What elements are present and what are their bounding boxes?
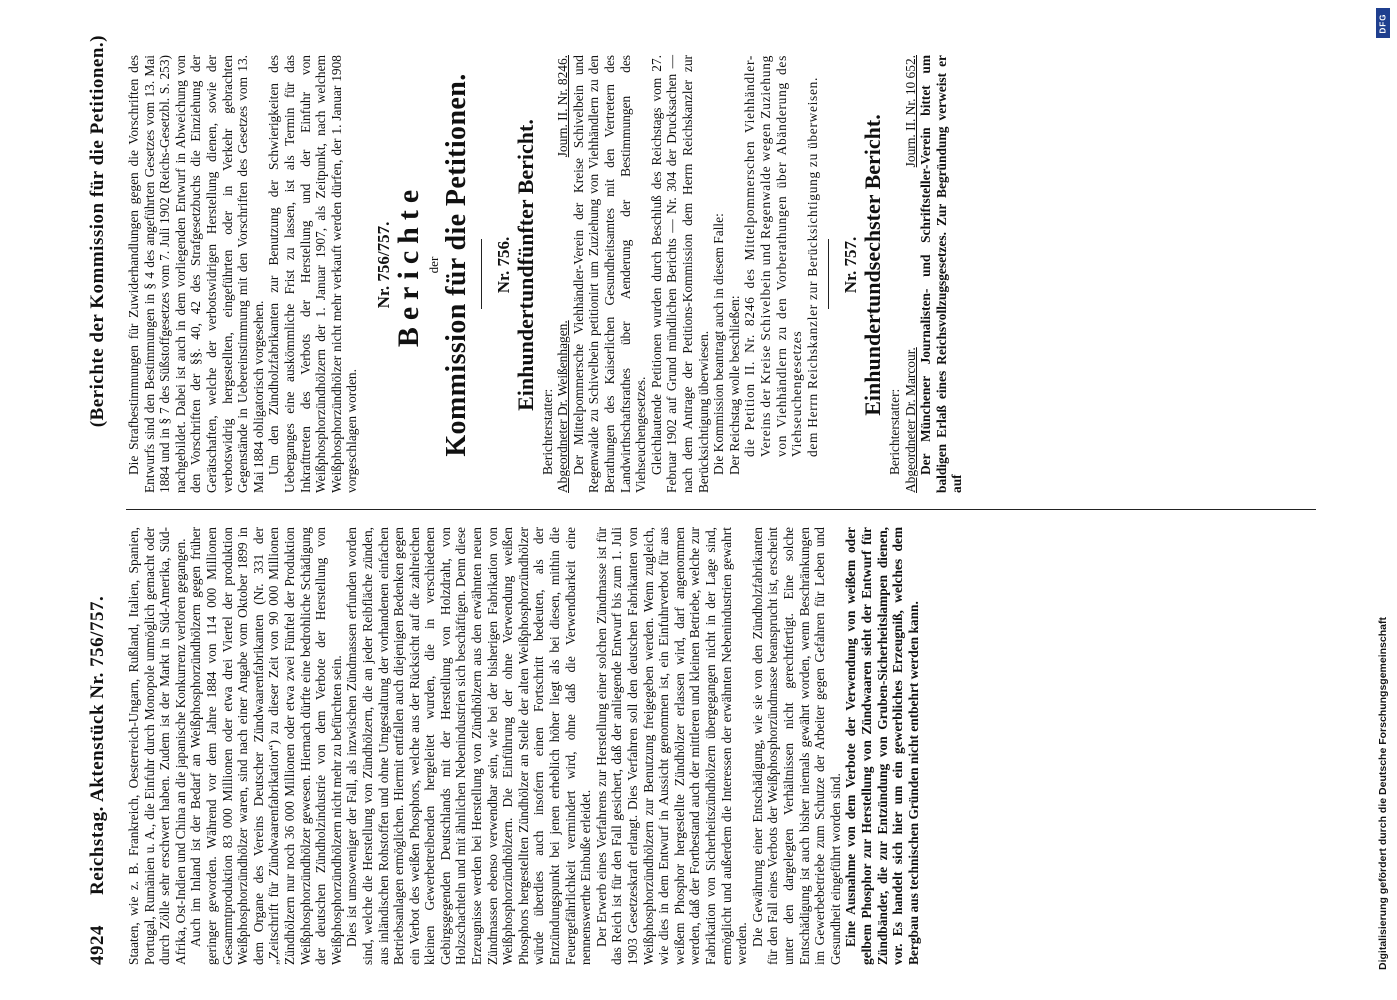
motion-line-3: dem Herrn Reichskanzler zur Berücksichtigung zu überweisen.	[804, 76, 820, 457]
report-756-body-3: Die Kommission beantragt auch in diesem Falle:	[711, 213, 727, 475]
left-paragraph-2: Auch im Inland ist der Bedarf an Weißphosphorzündhölzern gegen früher geringer geworden. Während vor dem Jahre 1884 von 114 000 Millionen Gesammtproduktion 83 000 Millionen oder etwa drei Viertel der produktion Weißphosphorzündhölzer waren, sind nach einer Angabe vom Oktober 1899 in dem Organe des Vereins Deutscher Zündwaarenfabrikanten (Nr. 331 der „Zeitschrift für Zündwaarenfabrikation“) zu dieser Zeit von 90 000 Millionen Zündhölzern nur noch 36 000 Millionen oder etwa zwei Fünftel der Produktion Weißphosphorzündhölzer gewesen. Hiernach dürfte eine bedrohliche Schädigung der deutschen Zündholzindustrie von dem Verbote der Herstellung von Weißphosphorzündhölzern nicht mehr zu befürchten sein.	[188, 527, 344, 965]
rotated-document-sheet	[80, 35, 1380, 965]
reporter-line-2	[903, 55, 919, 493]
digitization-note-text: Digitalisierung gefördert durch die Deutsche Forschungsgemeinschaft	[1377, 617, 1389, 970]
right-column	[126, 55, 965, 493]
reporter-name-2: Abgeordneter Dr. Marcour.	[902, 347, 918, 493]
journal-number: Journ. II. Nr. 8246.	[555, 55, 571, 158]
right-intro-2: Um den Zündholzfabrikanten zur Benutzung der Schwierigkeiten des Ueberganges eine auskömmliche Frist zu lassen, ist als Termin für das Inkrafttreten des Verbots der Herstellung und der Einfuhr von Weißphosphorzündhölzern der 1. Januar 1907, als Zeitpunkt, nach welchem Weißphosphorzündhölzer nicht mehr verkauft werden dürfen, der 1. Januar 1908 vorgeschlagen worden.	[266, 55, 360, 493]
motion-block	[727, 55, 821, 493]
commission-heading: Kommission für die Petitionen.	[441, 73, 473, 457]
report-756-body-2: Gleichlautende Petitionen wurden durch Beschluß des Reichstags vom 27. Februar 1902 auf Grund mündlichen Berichts — Nr. 304 der Drucksachen — nach dem Antrage der Petitions-Kommission dem Herrn Reichskanzler zur Berücksichtigung überwiesen.	[648, 55, 711, 493]
report-756-number: Nr. 756.	[494, 236, 514, 294]
header-title: Reichstag. Aktenstück Nr. 756/757.	[87, 595, 108, 895]
left-paragraph-4: Der Erwerb eines Verfahrens zur Herstellung einer solchen Zündmasse ist für das Reich ist für den Fall gesichert, daß der anliegende Entwurf bis zum 1. Juli 1903 Gesetzeskraft erlangt. Dies Verfahren soll den deutschen Fabrikanten von Weißphosphorzündhölzern zur Benutzung freigegeben werden. Wenn zugleich, wie dies in dem Entwurf in Aussicht genommen ist, ein Einfuhrverbot für aus weißem Phosphor hergestellte Zündhölzer erlassen wird, darf angenommen werden, daß der Fortbestand auch der mittleren und kleinen Betriebe, welche zur Fabrikation von Sicherheitszündhölzern übergegangen nicht in der Lage sind, ermöglicht und außerdem die Interessen der erwähnten Nebenindustrien gewahrt werden.	[593, 527, 750, 965]
motion-line-1: Der Reichstag wolle beschließen:	[726, 295, 742, 475]
der-heading: der	[425, 256, 441, 274]
left-paragraph-1: Staaten, wie z. B. Frankreich, Oesterreich-Ungarn, Rußland, Italien, Spanien, Portugal, Rumänien u. A., die Einfuhr durch Monopole unmöglich gemacht oder durch Zölle sehr erschwert haben. Zudem ist der Markt in Süd-Amerika, Süd-Afrika, Ost-Indien und China an die japanische Konkurrenz verloren gegangen.	[126, 527, 188, 965]
left-paragraph-5: Die Gewährung einer Entschädigung, wie sie von den Zündholzfabrikanten für den Fall eines Verbots der Weißphosphorzündmasse beansprucht ist, erscheint unter den dargelegten Verhältnissen nicht gerechtfertigt. Eine solche Entschädigung ist auch bisher niemals gewährt worden, wenn Beschränkungen im Gewerbebetriebe zum Schutze der Arbeiter gegen Gefahren für Leben und Gesundheit eingeführt worden sind.	[749, 527, 843, 965]
right-intro-1: Die Strafbestimmungen für Zuwiderhandlungen gegen die Vorschriften des Entwurfs sind den Bestimmungen in § 4 des angeführten Gesetzes vom 13. Mai 1884 und in § 7 des Süßstoffgesetzes vom 7. Juli 1902 (Reichs-Gesetzbl. S. 253) nachgebildet. Dabei ist auch in dem vorliegenden Entwurf in Abweichung von den Vorschriften der §§. 40, 42 des Strafgesetzbuchs die Einziehung der Gerätschaften, welche der verbotswidrigen Herstellung dienen, sowie der verbotswidrig hergestellten, eingeführten oder in Verkehr gebrachten Gegenstände in Uebereinstimmung mit den Vorschriften des Gesetzes vom 13. Mai 1884 obligatorisch vorgesehen.	[126, 55, 266, 493]
page-header	[80, 35, 116, 965]
left-paragraph-6: Eine Ausnahme von dem Verbote der Verwendung von weißem oder gelbem Phosphor zur Herstellung von Zündwaaren sieht der Entwurf für Zündbänder, die zur Entzündung von Gruben-Sicherheitslampen dienen, vor. Es handelt sich hier um ein gewerbliches Erzeugniß, welches dem Bergbau aus technischen Gründen nicht entbehrt werden kann.	[843, 527, 921, 965]
digitization-note	[1376, 617, 1390, 1000]
reporter-label-2: Berichterstatter:	[886, 388, 902, 475]
motion-line-2: die Petition II. Nr. 8246 des Mittelpommerschen Viehhändler-Vereins der Kreise Schivelbein und Regenwalde wegen Zuziehung von Viehhändlern zu den Vorberathungen über Abänderung des Viehseuchengesetzes	[742, 55, 805, 457]
reporter-line	[555, 55, 571, 493]
left-column	[126, 527, 921, 965]
report-756-title: Einhundertundfünfter Bericht.	[512, 119, 538, 411]
dfg-logo-text: DFG	[1378, 13, 1388, 33]
report-757-title: Einhundertundsechster Bericht.	[859, 114, 885, 416]
report-756-body-1: Der Mittelpommersche Viehhändler-Verein der Kreise Schivelbein und Regenwalde zu Schivelbein petitionirt um Zuziehung von Viehhändlern zu den Berathungen des Kaiserlichen Gesundheitsamtes mit den Vertretern des Landwirthschaftsrathes über Aenderung der Bestimmungen des Viehseuchengesetzes.	[570, 55, 649, 493]
berichte-heading: Berichte	[391, 182, 425, 348]
page-number: 4924	[87, 925, 108, 965]
report-757-body: Der Münchener Journalisten- und Schriftsteller-Verein bittet um baldigen Erlaß eines Reichsvollzugsgesetzes. Zur Begründung verweist er auf	[918, 55, 965, 493]
reporter-name: Abgeordneter Dr. Weißenhagen.	[555, 320, 571, 493]
report-757-number: Nr. 757.	[841, 236, 861, 294]
heading-rule	[481, 239, 482, 309]
column-divider	[126, 509, 1316, 510]
report-divider	[828, 239, 829, 309]
reporter-label: Berichterstatter:	[539, 388, 555, 475]
header-section: (Berichte der Kommission für die Petitionen.)	[87, 35, 108, 428]
section-number: Nr. 756/757.	[373, 221, 393, 309]
left-paragraph-3: Dies ist umsoweniger der Fall, als inzwischen Zündmassen erfunden worden sind, welche die Herstellung von Zündhölzern, die an jeder Reibfläche zünden, aus inländischen Rohstoffen und ohne Umgestaltung der vorhandenen einfachen Betriebsanlagen ermöglichen. Hiermit entfallen auch diejenigen Bedenken gegen ein Verbot des weißen Phosphors, welche aus der Rücksicht auf die zahlreichen kleinen Gewerbetreibenden hergeleitet wurden, die in verschiedenen Gebirgsgegenden Deutschlands mit der Herstellung von Holzdraht, von Holzschachteln und mit ähnlichen Nebenindustrien sich beschäftigen. Denn diese Erzeugnisse werden bei Herstellung von Zündhölzern aus den erwähnten neuen Zündmassen ebenso verwendbar sein, wie bei der bisherigen Fabrikation von Weißphosphorzündhölzern. Die Einführung der ohne Verwendung weißen Phosphors hergestellten Zündhölzer an Stelle der alten Weißphosphorzündhölzer würde überdies auch insofern einen Fortschritt bedeuten, als der Entzündungspunkt bei jenen erheblich höher liegt als bei diesen, mithin die Feuergefährlichkeit vermindert wird, ohne daß die Verwendbarkeit eine nennenswerthe Einbuße erleidet.	[344, 527, 594, 965]
journal-number-2: Journ. II. Nr. 10 652.	[902, 55, 918, 168]
